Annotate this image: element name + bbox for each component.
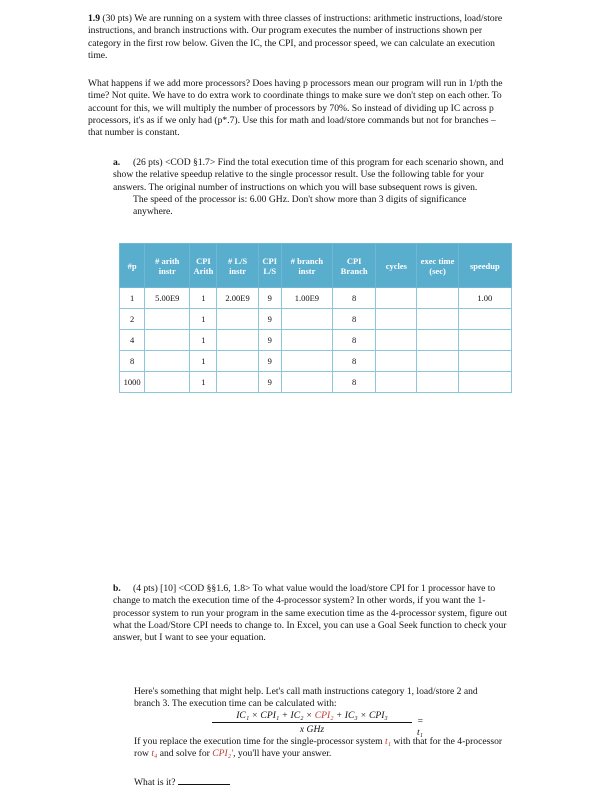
header-cpi-arith: CPI Arith	[190, 244, 217, 288]
cell-exec-time[interactable]	[417, 372, 458, 393]
tail-cpi2-prime: CPI₂′	[212, 748, 234, 760]
part-a-text: (26 pts) <COD §1.7> Find the total execution time of this program for each scenario shown, and show the relative speedup relative to the single processor result. Use the following table for your answers. The original number of instructions on which you will base subsequent rows is given.	[113, 157, 504, 193]
cell-cycles[interactable]	[376, 330, 417, 351]
cell-cpi-arith: 1	[190, 351, 217, 372]
question-line	[134, 775, 504, 789]
tail-text: If you replace the execution time for the single-processor system	[134, 736, 385, 747]
part-a	[113, 157, 508, 218]
cell-ls-instr[interactable]	[217, 351, 258, 372]
cell-cycles[interactable]	[376, 309, 417, 330]
cell-p: 2	[120, 309, 145, 330]
header-cpi-branch: CPI Branch	[333, 244, 376, 288]
cell-speedup[interactable]	[458, 351, 511, 372]
cell-cpi-arith: 1	[190, 330, 217, 351]
answer-table	[119, 243, 512, 393]
hint-paragraph: Here's something that might help. Let's call math instructions category 1, load/store 2 and branch 3. The execution time can be calculated with:	[134, 686, 478, 710]
table-row	[120, 309, 512, 330]
formula-denominator: x GHz	[299, 724, 325, 735]
cell-p: 4	[120, 330, 145, 351]
cell-branch-instr[interactable]	[281, 351, 332, 372]
replace-paragraph	[134, 736, 504, 761]
cell-ls-instr[interactable]	[217, 330, 258, 351]
cell-p: 8	[120, 351, 145, 372]
cell-ls-instr[interactable]: 2.00E9	[217, 288, 258, 309]
cell-cpi-branch: 8	[333, 372, 376, 393]
tail-t4: t₄	[151, 748, 158, 760]
cell-cpi-branch: 8	[333, 288, 376, 309]
cell-exec-time[interactable]	[417, 351, 458, 372]
tail-text: and solve for	[157, 748, 213, 760]
cell-exec-time[interactable]	[417, 330, 458, 351]
cell-arith-instr[interactable]: 5.00E9	[145, 288, 190, 309]
cell-cpi-ls: 9	[258, 351, 281, 372]
cell-cpi-arith: 1	[190, 309, 217, 330]
cell-cpi-ls: 9	[258, 309, 281, 330]
cell-branch-instr[interactable]	[281, 330, 332, 351]
processor-paragraph: What happens if we add more processors? Does having p processors mean our program will run in 1/pth the time? Not quite. We have to do extra work to coordinate things to make sure we don't step on each other. To account for this, we will multiply the number of processors by 70%. So instead of dividing up IC across p processors, it's as if we only had (p*.7). Use this for math and load/store commands but not for branches – that number is constant.	[88, 78, 503, 139]
formula-numerator	[212, 710, 412, 723]
header-p: #p	[120, 244, 145, 288]
cell-ls-instr[interactable]	[217, 372, 258, 393]
formula-numerator-part: + IC₃ × CPI₃	[333, 710, 388, 721]
cell-cycles[interactable]	[376, 372, 417, 393]
part-b-text: (4 pts) [10] <COD §§1.6, 1.8> To what value would the load/store CPI for 1 processor have to change to match the execution time of the 4-processor system? In other words, if you want the 1-processor system to run your program in the same execution time as the 4-processor system, figure out what the Load/Store CPI needs to change to. In Excel, you can use a Goal Seek function to check your answer, but I want to see your equation.	[113, 583, 508, 644]
cell-cpi-branch: 8	[333, 351, 376, 372]
cell-cpi-branch: 8	[333, 330, 376, 351]
cell-arith-instr[interactable]	[145, 309, 190, 330]
header-arith-instr: # arith instr	[145, 244, 190, 288]
cell-p: 1000	[120, 372, 145, 393]
header-branch-instr: # branch instr	[281, 244, 332, 288]
header-exec-time: exec time (sec)	[417, 244, 458, 288]
part-a-label: a.	[113, 157, 121, 168]
cell-cycles[interactable]	[376, 351, 417, 372]
tail-text: , you'll have your answer.	[233, 748, 332, 760]
cell-exec-time[interactable]	[417, 309, 458, 330]
problem-intro-text: (30 pts) We are running on a system with three classes of instructions: arithmetic instructions, load/store instructions, and branch instructions with. Our program executes the number of instructions shown per category in the first row below. Given the IC, the CPI, and processor speed, we can calculate an execution time.	[88, 13, 503, 61]
table-row	[120, 330, 512, 351]
answer-blank[interactable]	[178, 775, 230, 785]
header-cycles: cycles	[376, 244, 417, 288]
part-b-label: b.	[113, 583, 121, 594]
part-a-speed-note: The speed of the processor is: 6.00 GHz. Don't show more than 3 digits of significance anywhere.	[133, 193, 467, 218]
cell-branch-instr[interactable]: 1.00E9	[281, 288, 332, 309]
table-row	[120, 351, 512, 372]
cell-cpi-arith: 1	[190, 288, 217, 309]
cell-cpi-ls: 9	[258, 288, 281, 309]
cell-speedup[interactable]	[458, 372, 511, 393]
cell-arith-instr[interactable]	[145, 351, 190, 372]
cell-p: 1	[120, 288, 145, 309]
cell-cpi-branch: 8	[333, 309, 376, 330]
cell-ls-instr[interactable]	[217, 309, 258, 330]
header-speedup: speedup	[458, 244, 511, 288]
formula-numerator-part: IC₁ × CPI₁ + IC₂ ×	[236, 710, 315, 721]
cell-speedup[interactable]	[458, 309, 511, 330]
header-cpi-ls: CPI L/S	[258, 244, 281, 288]
formula-cpi2: CPI₂	[314, 710, 334, 721]
problem-number: 1.9	[88, 13, 100, 24]
cell-branch-instr[interactable]	[281, 309, 332, 330]
formula-equals: = t₁	[417, 716, 424, 738]
table-row	[120, 288, 512, 309]
cell-cycles[interactable]	[376, 288, 417, 309]
cell-speedup[interactable]: 1.00	[458, 288, 511, 309]
execution-time-formula	[212, 710, 424, 738]
cell-cpi-arith: 1	[190, 372, 217, 393]
part-b	[113, 583, 508, 644]
cell-exec-time[interactable]	[417, 288, 458, 309]
tail-t1: t₁	[384, 736, 391, 747]
cell-branch-instr[interactable]	[281, 372, 332, 393]
cell-arith-instr[interactable]	[145, 372, 190, 393]
cell-arith-instr[interactable]	[145, 330, 190, 351]
tail-text: with that for the 4-processor row	[134, 736, 503, 760]
cell-cpi-ls: 9	[258, 372, 281, 393]
table-header-row	[120, 244, 512, 288]
problem-intro	[88, 13, 508, 62]
table-row	[120, 372, 512, 393]
cell-cpi-ls: 9	[258, 330, 281, 351]
cell-speedup[interactable]	[458, 330, 511, 351]
header-ls-instr: # L/S instr	[217, 244, 258, 288]
question-text: What is it?	[134, 777, 176, 788]
